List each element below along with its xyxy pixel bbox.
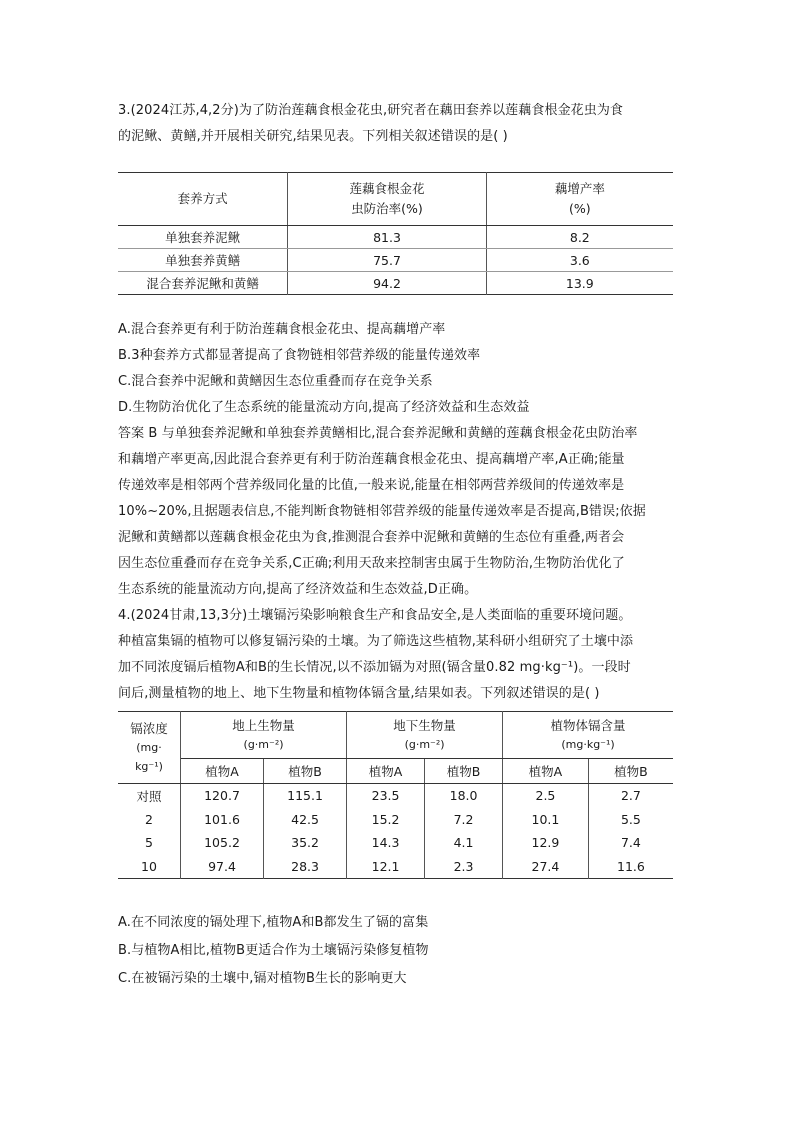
q3-answer-line: 答案 B 与单独套养泥鳅和单独套养黄鳝相比,混合套养泥鳅和黄鳝的莲藕食根金花虫防治率 [118,426,638,441]
q4-cell: 115.1 [264,784,347,808]
q4-cell: 2.7 [620,788,641,804]
q4-sub-plant-b: 植物B [264,759,347,784]
question-4 [118,603,678,993]
q4-cell: 14.3 [347,831,425,855]
q4-cell: 10.1 [503,808,589,832]
q3-header-yield-line1: 藕增产率 [554,181,605,196]
q4-sub-plant-a: 植物A [347,759,425,784]
q3-cell-method: 单独套养泥鳅 [118,226,288,249]
q4-cell: 120.7 [181,784,264,808]
table-row [118,784,673,808]
q3-header-yield-rate [486,173,673,226]
q3-answer-line: 泥鳅和黄鳝都以莲藕食根金花虫为食,推测混合套养中泥鳅和黄鳝的生态位有重叠,两者会 [118,530,625,545]
q4-header-cadmium-content [503,712,673,759]
q4-cell: 18.0 [425,784,503,808]
q3-header-method: 套养方式 [118,173,288,226]
q4-cell: 101.6 [181,808,264,832]
q4-header-concentration [118,712,181,784]
q3-answer-line: 生态系统的能量流动方向,提高了经济效益和生态效益,D正确。 [118,582,478,597]
q4-group-name: 地下生物量 [393,718,456,733]
q4-group-unit: (mg·kg⁻¹) [561,738,615,751]
q3-cell-control: 75.7 [288,249,486,272]
q4-cell: 12.9 [503,831,589,855]
q4-group-name: 植物体镉含量 [550,718,626,733]
q3-header-control-line1: 莲藕食根金花 [349,181,425,196]
q4-table [118,711,673,879]
table-row [118,808,673,832]
q4-option-c: C.在被镉污染的土壤中,镉对植物B生长的影响更大 [118,971,407,986]
q4-option-a: A.在不同浓度的镉处理下,植物A和B都发生了镉的富集 [118,915,429,930]
q4-group-unit: (g·m⁻²) [243,738,284,751]
q4-cell: 2.3 [425,855,503,879]
q3-table [118,172,673,295]
q3-cell-control: 81.3 [288,226,486,249]
q3-option-a: A.混合套养更有利于防治莲藕食根金花虫、提高藕增产率 [118,322,446,337]
q4-cell: 97.4 [181,855,264,879]
q4-cell: 2.5 [503,784,589,808]
q4-header-aboveground [181,712,347,759]
q3-stem-line-1: 3.(2024江苏,4,2分)为了防治莲藕食根金花虫,研究者在藕田套养以莲藕食根金花虫为食 [118,103,624,118]
table-row [118,855,673,879]
q4-cell: 12.1 [347,855,425,879]
q3-option-b: B.3种套养方式都显著提高了食物链相邻营养级的能量传递效率 [118,348,481,363]
q4-options [118,909,678,993]
q3-header-yield-line2: (%) [569,201,591,216]
question-3 [118,98,678,603]
q4-cell: 5.5 [620,811,641,827]
q4-cell: 27.4 [503,855,589,879]
q4-corner-line3: kg⁻¹) [135,760,163,773]
table-row [118,226,673,249]
q4-group-name: 地上生物量 [232,718,295,733]
q4-cell: 105.2 [181,831,264,855]
q4-header-underground [347,712,503,759]
q3-cell-method: 混合套养泥鳅和黄鳝 [118,272,288,295]
q4-stem-line-3: 加不同浓度镉后植物A和B的生长情况,以不添加镉为对照(镉含量0.82 mg·kg⁻¹)。一段时 [118,660,631,675]
q3-answer-line: 因生态位重叠而存在竞争关系,C正确;利用天敌来控制害虫属于生物防治,生物防治优化了 [118,556,625,571]
q4-cell: 35.2 [264,831,347,855]
table-row [118,831,673,855]
q4-cell-conc: 10 [118,855,181,879]
q4-cell: 4.1 [425,831,503,855]
q4-sub-plant-a: 植物A [503,759,589,784]
q4-stem-line-1: 4.(2024甘肃,13,3分)土壤镉污染影响粮食生产和食品安全,是人类面临的重要环境问题。 [118,608,632,623]
q3-answer-line: 和藕增产率更高,因此混合套养更有利于防治莲藕食根金花虫、提高藕增产率,A正确;能量 [118,452,625,467]
q3-cell-yield: 3.6 [486,249,673,272]
table-row [118,249,673,272]
q4-cell-conc: 对照 [118,784,181,808]
table-row [118,272,673,295]
q3-cell-yield: 13.9 [565,275,594,291]
q3-header-control-rate [288,173,486,226]
q4-option-b: B.与植物A相比,植物B更适合作为土壤镉污染修复植物 [118,943,429,958]
q3-answer [118,421,678,603]
q4-cell: 42.5 [264,808,347,832]
q4-cell: 28.3 [264,855,347,879]
q3-stem-line-2: 的泥鳅、黄鳝,并开展相关研究,结果见表。下列相关叙述错误的是( ) [118,129,508,144]
q4-cell: 23.5 [347,784,425,808]
q3-answer-line: 传递效率是相邻两个营养级同化量的比值,一般来说,能量在相邻两营养级间的传递效率是 [118,478,625,493]
q4-sub-plant-b: 植物B [425,759,503,784]
q4-corner-line2: (mg· [136,741,162,754]
q4-sub-plant-b: 植物B [588,759,673,784]
q3-cell-yield: 8.2 [486,226,673,249]
q3-answer-line: 10%~20%,且据题表信息,不能判断食物链相邻营养级的能量传递效率是否提高,B错误;依据 [118,504,646,519]
q4-cell: 11.6 [617,858,645,874]
q4-cell: 7.2 [425,808,503,832]
q3-cell-method: 单独套养黄鳝 [118,249,288,272]
document-page [118,98,678,993]
q4-group-unit: (g·m⁻²) [404,738,445,751]
q3-option-c: C.混合套养中泥鳅和黄鳝因生态位重叠而存在竞争关系 [118,374,433,389]
q4-cell: 7.4 [620,835,641,851]
q3-option-d: D.生物防治优化了生态系统的能量流动方向,提高了经济效益和生态效益 [118,400,530,415]
q4-cell-conc: 5 [118,831,181,855]
q4-corner-line1: 镉浓度 [130,721,168,736]
q4-sub-plant-a: 植物A [181,759,264,784]
q3-options [118,317,678,421]
q4-stem-line-4: 间后,测量植物的地上、地下生物量和植物体镉含量,结果如表。下列叙述错误的是( ) [118,686,600,701]
q4-stem-line-2: 种植富集镉的植物可以修复镉污染的土壤。为了筛选这些植物,某科研小组研究了土壤中添 [118,634,634,649]
q3-cell-control: 94.2 [288,272,486,295]
q4-cell: 15.2 [347,808,425,832]
q4-cell-conc: 2 [118,808,181,832]
q3-header-control-line2: 虫防治率(%) [351,201,423,216]
